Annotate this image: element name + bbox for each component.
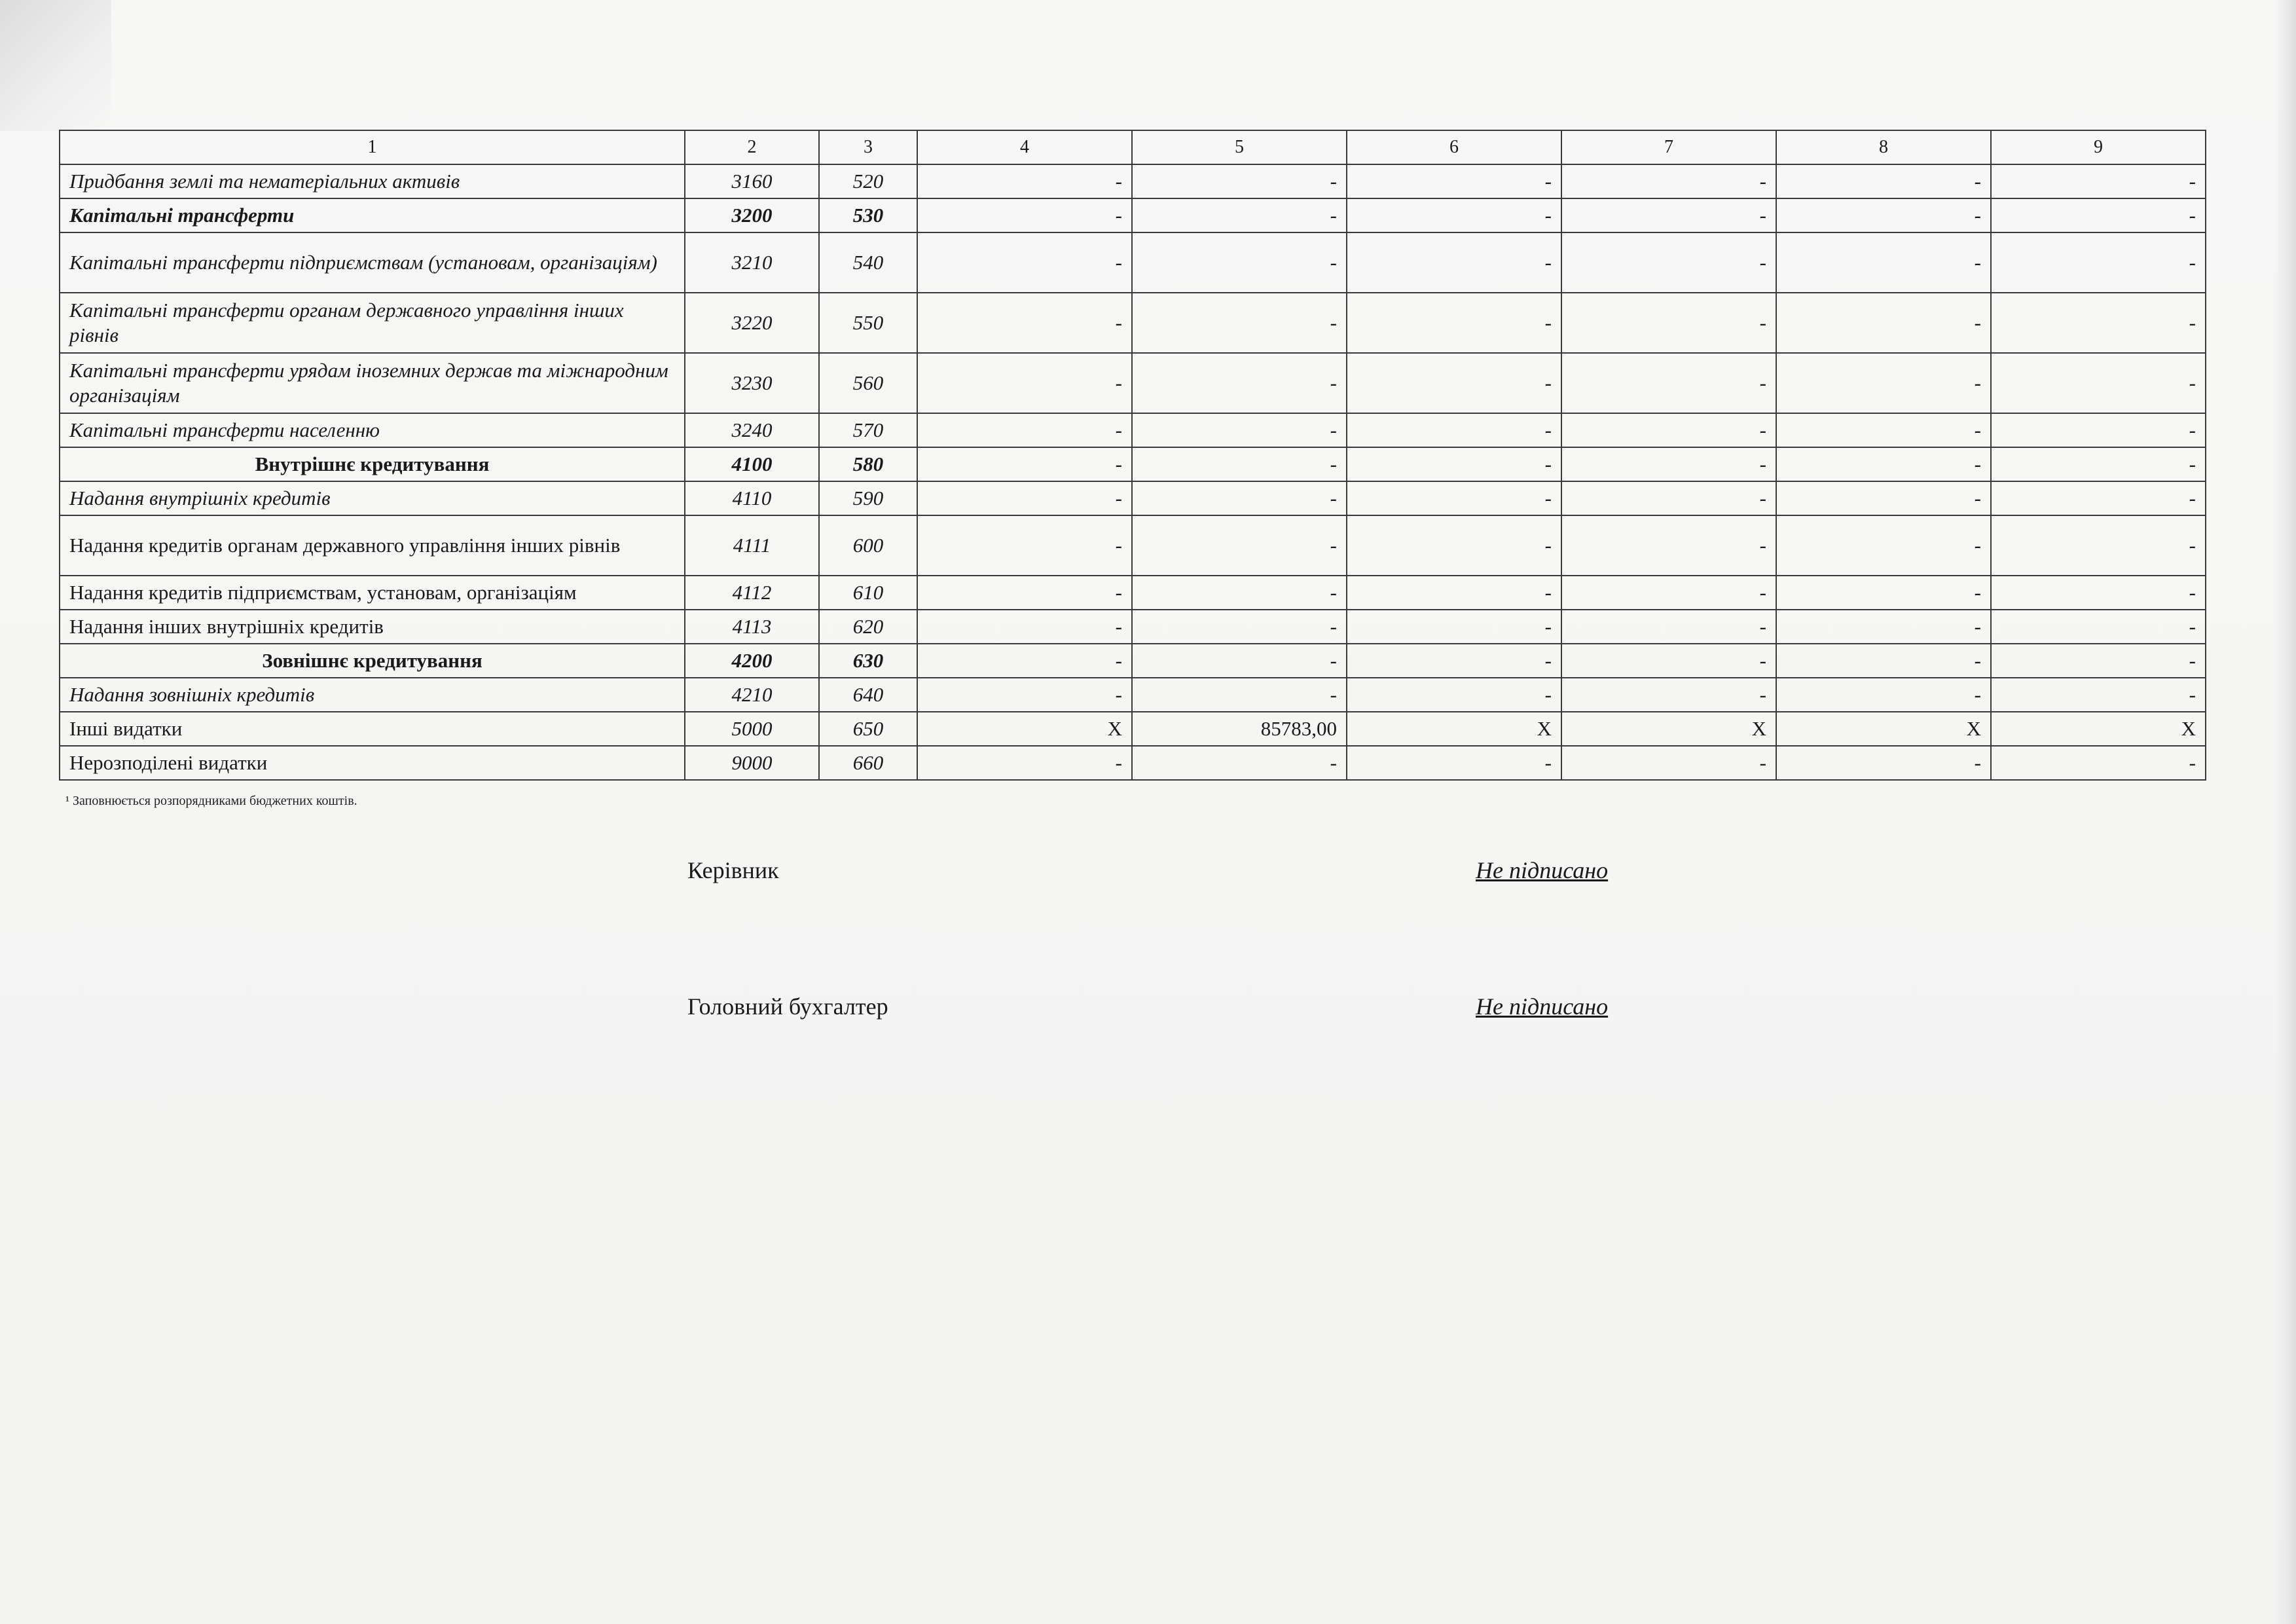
row-col-9: X [1991, 712, 2206, 746]
row-col-9: - [1991, 515, 2206, 576]
row-col-8: - [1776, 678, 1991, 712]
row-kekv-code: 4110 [685, 481, 819, 515]
row-col-4: - [917, 353, 1132, 413]
row-col-9: - [1991, 481, 2206, 515]
row-name: Надання внутрішніх кредитів [60, 481, 685, 515]
row-line-code: 650 [819, 712, 917, 746]
row-col-7: - [1561, 164, 1776, 198]
row-col-6: - [1347, 678, 1561, 712]
row-col-6: - [1347, 610, 1561, 644]
row-col-5: - [1132, 576, 1347, 610]
row-col-5: - [1132, 610, 1347, 644]
row-col-9: - [1991, 164, 2206, 198]
row-col-5: - [1132, 515, 1347, 576]
row-col-8: - [1776, 293, 1991, 353]
row-name: Нерозподілені видатки [60, 746, 685, 780]
row-line-code: 530 [819, 198, 917, 232]
table-row [60, 164, 2206, 198]
row-name: Капітальні трансферти органам державного управління інших рівнів [60, 293, 685, 353]
table-row [60, 644, 2206, 678]
row-line-code: 560 [819, 353, 917, 413]
row-name: Капітальні трансферти урядам іноземних держав та міжнародним організаціям [60, 353, 685, 413]
row-col-4: - [917, 610, 1132, 644]
head-label: Керівник [687, 857, 779, 883]
row-col-8: - [1776, 232, 1991, 293]
row-col-8: - [1776, 198, 1991, 232]
row-col-9: - [1991, 678, 2206, 712]
row-col-8: - [1776, 576, 1991, 610]
row-kekv-code: 4111 [685, 515, 819, 576]
table-row [60, 746, 2206, 780]
row-col-6: - [1347, 576, 1561, 610]
row-line-code: 640 [819, 678, 917, 712]
chief-accountant-signature-status: Не підписано [1476, 993, 1609, 1020]
row-name: Внутрішнє кредитування [60, 447, 685, 481]
row-col-5: - [1132, 644, 1347, 678]
folded-corner [0, 0, 111, 131]
table-row [60, 712, 2206, 746]
row-col-5: - [1132, 678, 1347, 712]
row-kekv-code: 3240 [685, 413, 819, 447]
row-col-4: - [917, 644, 1132, 678]
row-line-code: 630 [819, 644, 917, 678]
row-name: Надання кредитів підприємствам, установам, організаціям [60, 576, 685, 610]
row-col-5: - [1132, 353, 1347, 413]
row-kekv-code: 3200 [685, 198, 819, 232]
row-col-6: - [1347, 232, 1561, 293]
row-line-code: 540 [819, 232, 917, 293]
row-name: Надання зовнішніх кредитів [60, 678, 685, 712]
row-col-8: - [1776, 610, 1991, 644]
row-col-5: - [1132, 293, 1347, 353]
table-row [60, 610, 2206, 644]
row-col-9: - [1991, 232, 2206, 293]
row-line-code: 520 [819, 164, 917, 198]
table-row [60, 447, 2206, 481]
row-col-7: - [1561, 447, 1776, 481]
row-kekv-code: 4100 [685, 447, 819, 481]
row-col-7: X [1561, 712, 1776, 746]
row-name: Надання інших внутрішніх кредитів [60, 610, 685, 644]
row-kekv-code: 9000 [685, 746, 819, 780]
row-name: Капітальні трансферти підприємствам (установам, організаціям) [60, 232, 685, 293]
row-col-8: - [1776, 447, 1991, 481]
table-row [60, 515, 2206, 576]
row-col-6: - [1347, 481, 1561, 515]
row-col-7: - [1561, 644, 1776, 678]
row-col-4: - [917, 447, 1132, 481]
row-name: Інші видатки [60, 712, 685, 746]
row-col-9: - [1991, 353, 2206, 413]
row-col-9: - [1991, 413, 2206, 447]
row-name: Капітальні трансферти [60, 198, 685, 232]
row-col-4: - [917, 293, 1132, 353]
header-col-2: 2 [685, 130, 819, 164]
row-kekv-code: 3210 [685, 232, 819, 293]
header-col-5: 5 [1132, 130, 1347, 164]
row-col-4: - [917, 576, 1132, 610]
row-col-6: - [1347, 353, 1561, 413]
row-line-code: 590 [819, 481, 917, 515]
row-col-9: - [1991, 746, 2206, 780]
row-col-7: - [1561, 678, 1776, 712]
row-col-7: - [1561, 293, 1776, 353]
row-name: Придбання землі та нематеріальних активів [60, 164, 685, 198]
row-col-4: X [917, 712, 1132, 746]
row-col-4: - [917, 232, 1132, 293]
row-line-code: 570 [819, 413, 917, 447]
row-col-4: - [917, 746, 1132, 780]
table-row [60, 232, 2206, 293]
footnote: ¹ Заповнюється розпорядниками бюджетних коштів. [65, 794, 357, 808]
row-col-9: - [1991, 293, 2206, 353]
row-kekv-code: 3220 [685, 293, 819, 353]
table-row [60, 413, 2206, 447]
row-col-7: - [1561, 481, 1776, 515]
row-line-code: 660 [819, 746, 917, 780]
table-row [60, 353, 2206, 413]
row-col-9: - [1991, 576, 2206, 610]
row-name: Зовнішнє кредитування [60, 644, 685, 678]
row-col-4: - [917, 164, 1132, 198]
row-col-8: - [1776, 481, 1991, 515]
row-col-5: - [1132, 198, 1347, 232]
row-kekv-code: 4210 [685, 678, 819, 712]
row-col-6: - [1347, 164, 1561, 198]
table-row [60, 293, 2206, 353]
header-col-6: 6 [1347, 130, 1561, 164]
row-col-8: - [1776, 413, 1991, 447]
row-col-7: - [1561, 198, 1776, 232]
row-col-8: X [1776, 712, 1991, 746]
row-line-code: 620 [819, 610, 917, 644]
row-kekv-code: 4200 [685, 644, 819, 678]
row-col-7: - [1561, 610, 1776, 644]
row-col-4: - [917, 198, 1132, 232]
row-kekv-code: 4112 [685, 576, 819, 610]
row-col-6: X [1347, 712, 1561, 746]
row-col-8: - [1776, 353, 1991, 413]
row-col-9: - [1991, 198, 2206, 232]
row-col-9: - [1991, 610, 2206, 644]
header-col-7: 7 [1561, 130, 1776, 164]
row-col-5: - [1132, 481, 1347, 515]
row-col-8: - [1776, 644, 1991, 678]
header-col-4: 4 [917, 130, 1132, 164]
row-col-6: - [1347, 746, 1561, 780]
row-col-5: - [1132, 746, 1347, 780]
row-col-7: - [1561, 576, 1776, 610]
row-col-8: - [1776, 164, 1991, 198]
chief-accountant-label: Головний бухгалтер [687, 993, 888, 1020]
table-row [60, 678, 2206, 712]
header-col-3: 3 [819, 130, 917, 164]
row-col-6: - [1347, 447, 1561, 481]
row-col-8: - [1776, 746, 1991, 780]
row-col-5: - [1132, 447, 1347, 481]
row-col-5: - [1132, 413, 1347, 447]
row-col-6: - [1347, 293, 1561, 353]
table-row [60, 576, 2206, 610]
row-col-7: - [1561, 232, 1776, 293]
row-kekv-code: 5000 [685, 712, 819, 746]
row-col-7: - [1561, 353, 1776, 413]
table-row [60, 198, 2206, 232]
row-kekv-code: 3160 [685, 164, 819, 198]
row-col-6: - [1347, 413, 1561, 447]
head-signature-status: Не підписано [1476, 857, 1609, 883]
row-col-6: - [1347, 198, 1561, 232]
table-row [60, 481, 2206, 515]
header-col-9: 9 [1991, 130, 2206, 164]
row-name: Капітальні трансферти населенню [60, 413, 685, 447]
row-col-4: - [917, 678, 1132, 712]
row-col-7: - [1561, 746, 1776, 780]
row-col-4: - [917, 515, 1132, 576]
row-col-6: - [1347, 644, 1561, 678]
row-line-code: 610 [819, 576, 917, 610]
row-col-5: - [1132, 232, 1347, 293]
row-line-code: 600 [819, 515, 917, 576]
header-col-1: 1 [60, 130, 685, 164]
row-col-7: - [1561, 515, 1776, 576]
row-col-7: - [1561, 413, 1776, 447]
row-col-6: - [1347, 515, 1561, 576]
row-col-8: - [1776, 515, 1991, 576]
row-col-5: 85783,00 [1132, 712, 1347, 746]
row-col-5: - [1132, 164, 1347, 198]
row-col-4: - [917, 413, 1132, 447]
expenditure-table [59, 130, 2206, 781]
row-kekv-code: 4113 [685, 610, 819, 644]
row-line-code: 580 [819, 447, 917, 481]
row-name: Надання кредитів органам державного управління інших рівнів [60, 515, 685, 576]
header-col-8: 8 [1776, 130, 1991, 164]
table-header-row [60, 130, 2206, 164]
row-kekv-code: 3230 [685, 353, 819, 413]
row-col-9: - [1991, 447, 2206, 481]
row-line-code: 550 [819, 293, 917, 353]
row-col-9: - [1991, 644, 2206, 678]
row-col-4: - [917, 481, 1132, 515]
paper-edge-shadow [2274, 0, 2296, 1624]
